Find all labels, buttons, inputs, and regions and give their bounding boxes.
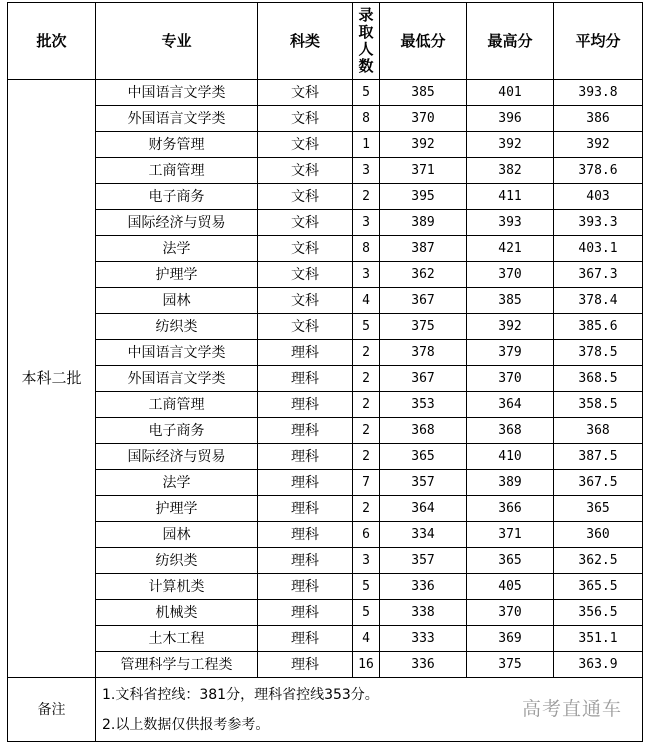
admitted-count-cell: 5 (353, 80, 380, 106)
header-max-score: 最高分 (467, 3, 554, 80)
min-score-cell: 370 (380, 106, 467, 132)
table-row (8, 288, 643, 314)
major-cell: 法学 (96, 470, 258, 496)
table-row (8, 522, 643, 548)
category-cell: 理科 (258, 444, 353, 470)
min-score-cell: 338 (380, 600, 467, 626)
table-row (8, 106, 643, 132)
min-score-cell: 365 (380, 444, 467, 470)
major-cell: 法学 (96, 236, 258, 262)
avg-score-cell: 367.3 (554, 262, 643, 288)
major-cell: 管理科学与工程类 (96, 652, 258, 678)
admitted-count-cell: 3 (353, 210, 380, 236)
major-cell: 护理学 (96, 262, 258, 288)
admitted-count-cell: 5 (353, 314, 380, 340)
max-score-cell: 382 (467, 158, 554, 184)
watermark-text: 高考直通车 (521, 698, 622, 720)
avg-score-cell: 378.4 (554, 288, 643, 314)
table-row (8, 470, 643, 496)
max-score-cell: 393 (467, 210, 554, 236)
category-cell: 理科 (258, 574, 353, 600)
table-row (8, 314, 643, 340)
min-score-cell: 371 (380, 158, 467, 184)
category-cell: 理科 (258, 496, 353, 522)
avg-score-cell: 386 (554, 106, 643, 132)
min-score-cell: 362 (380, 262, 467, 288)
max-score-cell: 411 (467, 184, 554, 210)
min-score-cell: 353 (380, 392, 467, 418)
min-score-cell: 333 (380, 626, 467, 652)
category-cell: 文科 (258, 288, 353, 314)
category-cell: 理科 (258, 418, 353, 444)
max-score-cell: 392 (467, 132, 554, 158)
major-cell: 电子商务 (96, 184, 258, 210)
major-cell: 国际经济与贸易 (96, 210, 258, 236)
admitted-count-cell: 2 (353, 418, 380, 444)
min-score-cell: 375 (380, 314, 467, 340)
table-row (8, 366, 643, 392)
avg-score-cell: 363.9 (554, 652, 643, 678)
min-score-cell: 364 (380, 496, 467, 522)
avg-score-cell: 358.5 (554, 392, 643, 418)
table-row (8, 184, 643, 210)
category-cell: 理科 (258, 652, 353, 678)
avg-score-cell: 385.6 (554, 314, 643, 340)
avg-score-cell: 403.1 (554, 236, 643, 262)
major-cell: 土木工程 (96, 626, 258, 652)
avg-score-cell: 360 (554, 522, 643, 548)
category-cell: 文科 (258, 262, 353, 288)
admitted-count-cell: 2 (353, 340, 380, 366)
max-score-cell: 405 (467, 574, 554, 600)
table-row (8, 496, 643, 522)
category-cell: 文科 (258, 132, 353, 158)
max-score-cell: 396 (467, 106, 554, 132)
admitted-count-cell: 6 (353, 522, 380, 548)
major-cell: 电子商务 (96, 418, 258, 444)
max-score-cell: 365 (467, 548, 554, 574)
admitted-count-cell: 7 (353, 470, 380, 496)
major-cell: 工商管理 (96, 158, 258, 184)
category-cell: 文科 (258, 106, 353, 132)
max-score-cell: 375 (467, 652, 554, 678)
note-line-1: 1.文科省控线：381分，理科省控线353分。 (102, 686, 379, 703)
admission-score-table (7, 2, 643, 742)
min-score-cell: 357 (380, 548, 467, 574)
min-score-cell: 367 (380, 288, 467, 314)
min-score-cell: 357 (380, 470, 467, 496)
avg-score-cell: 368 (554, 418, 643, 444)
category-cell: 文科 (258, 236, 353, 262)
admitted-count-cell: 2 (353, 366, 380, 392)
admitted-count-cell: 3 (353, 262, 380, 288)
avg-score-cell: 368.5 (554, 366, 643, 392)
min-score-cell: 367 (380, 366, 467, 392)
max-score-cell: 370 (467, 262, 554, 288)
major-cell: 计算机类 (96, 574, 258, 600)
notes-label: 备注 (8, 678, 96, 742)
max-score-cell: 410 (467, 444, 554, 470)
admitted-count-cell: 8 (353, 236, 380, 262)
min-score-cell: 389 (380, 210, 467, 236)
avg-score-cell: 351.1 (554, 626, 643, 652)
avg-score-cell: 393.3 (554, 210, 643, 236)
admitted-count-cell: 3 (353, 548, 380, 574)
major-cell: 外国语言文学类 (96, 366, 258, 392)
min-score-cell: 336 (380, 574, 467, 600)
admitted-count-cell: 16 (353, 652, 380, 678)
category-cell: 理科 (258, 626, 353, 652)
table-row (8, 444, 643, 470)
max-score-cell: 369 (467, 626, 554, 652)
admitted-count-cell: 5 (353, 600, 380, 626)
header-batch: 批次 (8, 3, 96, 80)
admitted-count-cell: 3 (353, 158, 380, 184)
max-score-cell: 368 (467, 418, 554, 444)
table-row (8, 626, 643, 652)
note-line-2: 2.以上数据仅供报考参考。 (102, 716, 270, 733)
table-row (8, 158, 643, 184)
admitted-count-cell: 4 (353, 626, 380, 652)
table-row (8, 600, 643, 626)
category-cell: 理科 (258, 600, 353, 626)
avg-score-cell: 365 (554, 496, 643, 522)
admitted-count-cell: 1 (353, 132, 380, 158)
category-cell: 理科 (258, 340, 353, 366)
avg-score-cell: 356.5 (554, 600, 643, 626)
min-score-cell: 392 (380, 132, 467, 158)
avg-score-cell: 393.8 (554, 80, 643, 106)
max-score-cell: 379 (467, 340, 554, 366)
major-cell: 园林 (96, 522, 258, 548)
table-row (8, 392, 643, 418)
category-cell: 理科 (258, 522, 353, 548)
min-score-cell: 387 (380, 236, 467, 262)
category-cell: 理科 (258, 470, 353, 496)
header-category: 科类 (258, 3, 353, 80)
header-row (8, 3, 643, 80)
category-cell: 文科 (258, 158, 353, 184)
min-score-cell: 378 (380, 340, 467, 366)
major-cell: 中国语言文学类 (96, 80, 258, 106)
major-cell: 园林 (96, 288, 258, 314)
major-cell: 财务管理 (96, 132, 258, 158)
batch-cell: 本科二批 (8, 80, 96, 678)
min-score-cell: 336 (380, 652, 467, 678)
header-avg-score: 平均分 (554, 3, 643, 80)
category-cell: 文科 (258, 314, 353, 340)
table-row (8, 262, 643, 288)
category-cell: 理科 (258, 548, 353, 574)
table-row (8, 418, 643, 444)
max-score-cell: 366 (467, 496, 554, 522)
max-score-cell: 385 (467, 288, 554, 314)
avg-score-cell: 403 (554, 184, 643, 210)
major-cell: 外国语言文学类 (96, 106, 258, 132)
admitted-count-cell: 8 (353, 106, 380, 132)
avg-score-cell: 378.6 (554, 158, 643, 184)
category-cell: 理科 (258, 366, 353, 392)
max-score-cell: 389 (467, 470, 554, 496)
min-score-cell: 334 (380, 522, 467, 548)
min-score-cell: 368 (380, 418, 467, 444)
avg-score-cell: 365.5 (554, 574, 643, 600)
table-row (8, 210, 643, 236)
max-score-cell: 371 (467, 522, 554, 548)
table-row (8, 652, 643, 678)
category-cell: 文科 (258, 80, 353, 106)
max-score-cell: 421 (467, 236, 554, 262)
table-row (8, 548, 643, 574)
max-score-cell: 392 (467, 314, 554, 340)
avg-score-cell: 367.5 (554, 470, 643, 496)
major-cell: 纺织类 (96, 314, 258, 340)
category-cell: 文科 (258, 184, 353, 210)
admitted-count-cell: 2 (353, 444, 380, 470)
header-min-score: 最低分 (380, 3, 467, 80)
max-score-cell: 401 (467, 80, 554, 106)
major-cell: 中国语言文学类 (96, 340, 258, 366)
admitted-count-cell: 2 (353, 392, 380, 418)
max-score-cell: 370 (467, 600, 554, 626)
min-score-cell: 385 (380, 80, 467, 106)
max-score-cell: 370 (467, 366, 554, 392)
admitted-count-cell: 2 (353, 184, 380, 210)
max-score-cell: 364 (467, 392, 554, 418)
table-row (8, 574, 643, 600)
avg-score-cell: 378.5 (554, 340, 643, 366)
table-row (8, 80, 643, 106)
major-cell: 机械类 (96, 600, 258, 626)
major-cell: 工商管理 (96, 392, 258, 418)
table-row (8, 236, 643, 262)
admitted-count-cell: 5 (353, 574, 380, 600)
admitted-count-cell: 2 (353, 496, 380, 522)
header-admitted-count: 录取人数 (353, 3, 380, 80)
major-cell: 国际经济与贸易 (96, 444, 258, 470)
table-row (8, 132, 643, 158)
table-row (8, 340, 643, 366)
avg-score-cell: 362.5 (554, 548, 643, 574)
category-cell: 文科 (258, 210, 353, 236)
category-cell: 理科 (258, 392, 353, 418)
min-score-cell: 395 (380, 184, 467, 210)
avg-score-cell: 387.5 (554, 444, 643, 470)
header-major: 专业 (96, 3, 258, 80)
admitted-count-cell: 4 (353, 288, 380, 314)
major-cell: 纺织类 (96, 548, 258, 574)
avg-score-cell: 392 (554, 132, 643, 158)
major-cell: 护理学 (96, 496, 258, 522)
